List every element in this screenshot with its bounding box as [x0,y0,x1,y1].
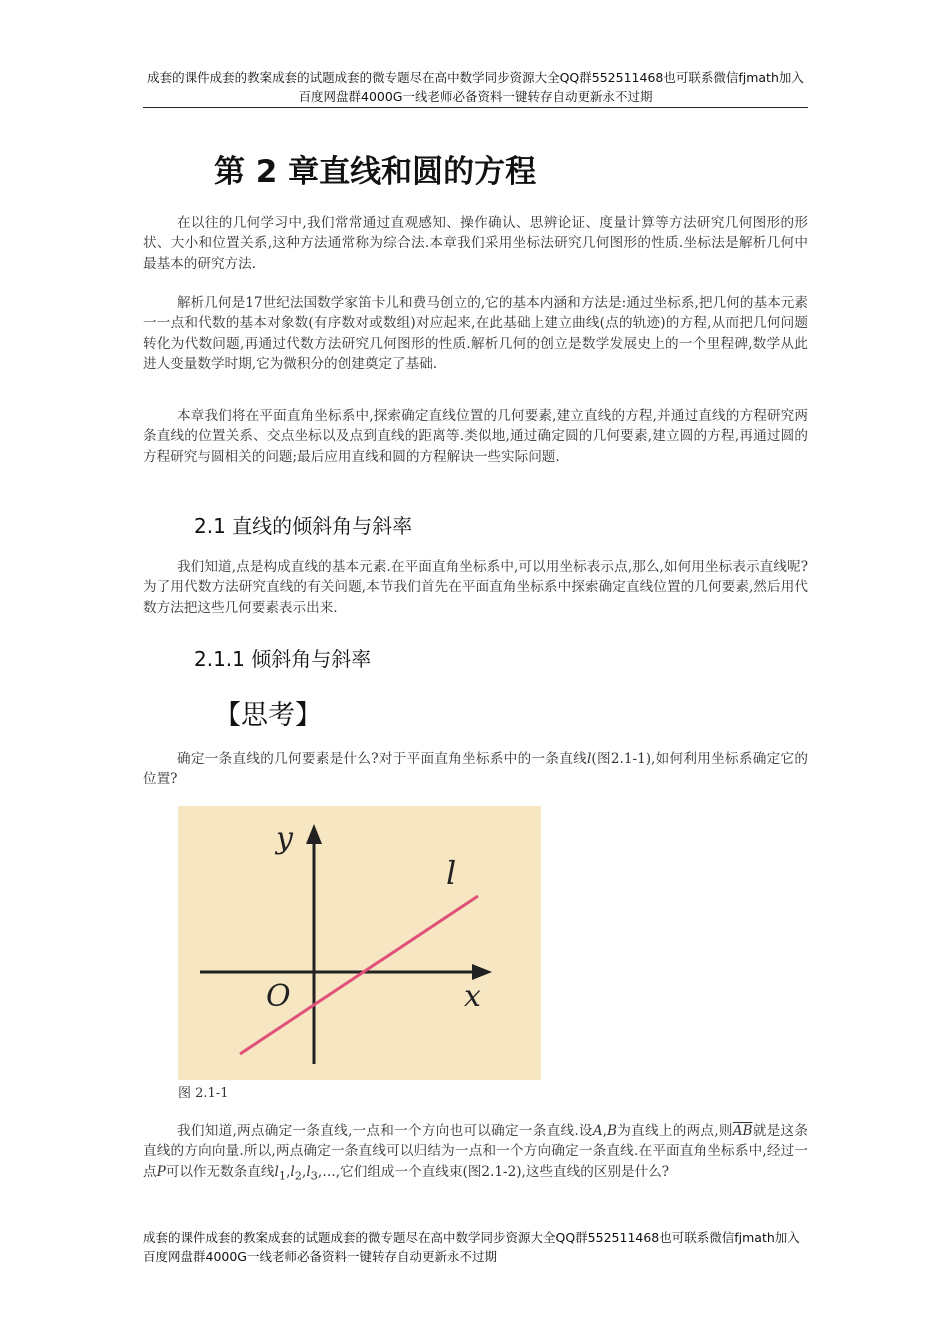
subsection-title: 2.1.1 倾斜角与斜率 [194,647,372,671]
section-title: 2.1 直线的倾斜角与斜率 [194,514,413,538]
intro-paragraph-2: 解析几何是17世纪法国数学家笛卡儿和费马创立的,它的基本内涵和方法是:通过坐标系,把几何的基本元素一一点和代数的基本对象数(有序数对或数组)对应起来,在此基础上建立曲线(点的轨迹)的方程,从而把几何问题转化为代数问题,再通过代数方法研究几何图形的性质.解析几何的创立是数学发展史上的一个里程碑,数学从此进人变量数学时期,它为微积分的创建奠定了基础. [143,295,808,372]
page-header: 成套的课件成套的教案成套的试题成套的微专题尽在高中数学同步资源大全QQ群552511468也可联系微信fjmath加入百度网盘群4000G一线老师必备资料一键转存自动更新永不过期 [147,70,804,104]
y-axis-label: y [276,821,293,856]
line-l-label: l [446,854,457,892]
think-heading: 【思考】 [214,700,322,731]
direction-paragraph: 我们知道,两点确定一条直线,一点和一个方向也可以确定一条直线.设A,B为直线上的两点,则$\overline{AB}$就是这条直线的方向向量.所以,两点确定一条直线可以归结为一点和一个方向确定一条直线.在平面直角坐标系中,经过一点P可以作无数条直线$l_1,l_2,l_3,\dots$,它们组成一个直线束(图2.1-2),这些直线的区别是什么? [143,1123,808,1183]
think-paragraph: 确定一条直线的几何要素是什么?对于平面直角坐标系中的一条直线l(图2.1-1),如何利用坐标系确定它的位置? [143,751,808,788]
intro-paragraph-3: 本章我们将在平面直角坐标系中,探索确定直线位置的几何要素,建立直线的方程,并通过直线的方程研究两条直线的位置关系、交点坐标以及点到直线的距离等.类似地,通过确定圆的几何要素,建立圆的方程,再通过圆的方程研究与圆相关的问题;最后应用直线和圆的方程解诀一些实际问题. [143,408,808,465]
figure-line-on-axes [178,806,541,1080]
figure-caption: 图 2.1-1 [178,1086,229,1101]
figure-background [178,806,541,1080]
page-footer: 成套的课件成套的教案成套的试题成套的微专题尽在高中数学同步资源大全QQ群552511468也可联系微信fjmath加入百度网盘群4000G一线老师必备资料一键转存自动更新永不过期 [143,1230,800,1264]
vector-ab: $\overline{AB}$ [732,1123,753,1139]
header-rule [143,107,808,108]
line-l-symbol: l [587,751,592,767]
x-axis-label: x [464,979,481,1014]
section-paragraph: 我们知道,点是构成直线的基本元素.在平面直角坐标系中,可以用坐标表示点,那么,如何用坐标表示直线呢?为了用代数方法研究直线的有关问题,本节我们首先在平面直角坐标系中探索确定直线位置的几何要素,然后用代数方法把这些几何要素表示出来. [143,559,808,616]
intro-paragraph-1: 在以往的几何学习中,我们常常通过直观感知、操作确认、思辨论证、度量计算等方法研究几何图形的形状、大小和位置关系,这种方法通常称为综合法.本章我们采用坐标法研究几何图形的性质.坐标法是解析几何中最基本的研究方法. [143,215,808,272]
chapter-title: 第 2 章直线和圆的方程 [214,154,537,190]
origin-label: O [266,979,291,1014]
